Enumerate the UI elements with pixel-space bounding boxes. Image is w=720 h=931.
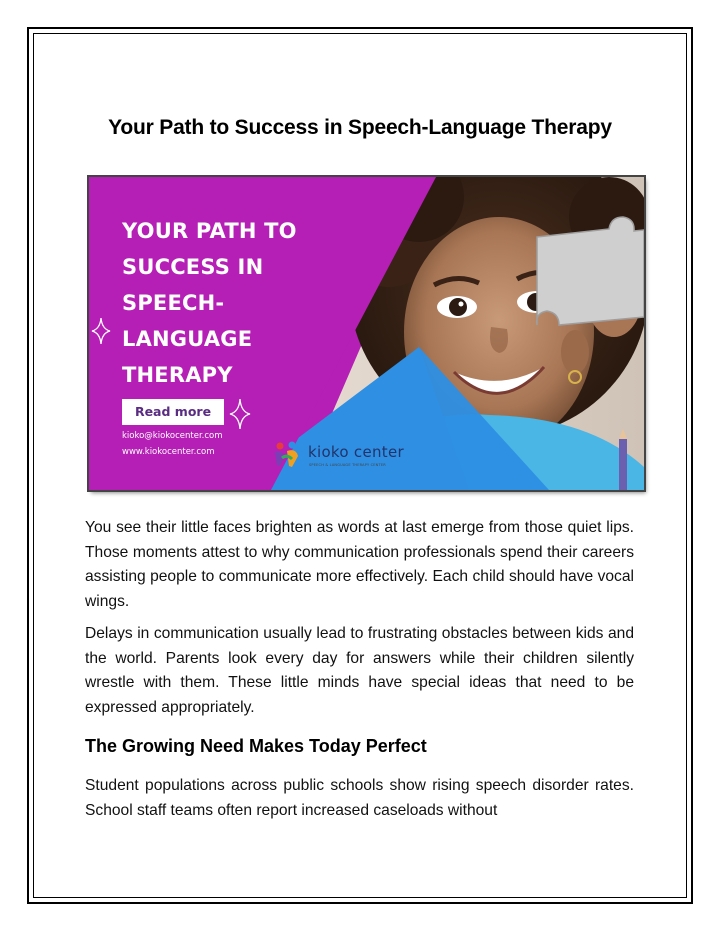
banner-headline [122, 213, 362, 393]
read-more-button[interactable]: Read more [122, 399, 224, 425]
banner-headline-line: LANGUAGE [122, 327, 253, 351]
paragraph: You see their little faces brighten as words at last emerge from those quiet lips. Those moments attest to why communication professionals spend their careers assisting people to communicate more effectively. Each child should have vocal wings. [85, 519, 634, 610]
banner-email: kioko@kiokocenter.com [122, 431, 223, 441]
paragraph: Delays in communication usually lead to frustrating obstacles between kids and the world. Parents look every day for answers while their children silently wrestle with them. These little minds have special ideas that need to be expressed appropriately. [85, 625, 634, 716]
banner-website: www.kiokocenter.com [122, 447, 215, 457]
sparkle-icon [91, 317, 111, 345]
document-title: Your Path to Success in Speech-Language Therapy [108, 116, 612, 139]
brand-name: kioko center [308, 443, 404, 461]
section-heading: The Growing Need Makes Today Perfect [85, 736, 427, 756]
hero-banner [89, 177, 644, 490]
paragraph: Student populations across public schools show rising speech disorder rates. School staff teams often report increased caseloads without [85, 777, 634, 819]
banner-headline-line: THERAPY [122, 363, 233, 387]
banner-headline-line: YOUR PATH TO [122, 219, 297, 243]
banner-headline-line: SUCCESS IN [122, 255, 264, 279]
sparkle-icon [229, 398, 251, 430]
banner-headline-line: SPEECH- [122, 291, 225, 315]
kioko-logo-icon [272, 440, 302, 470]
brand-tagline: SPEECH & LANGUAGE THERAPY CENTER [309, 463, 386, 467]
